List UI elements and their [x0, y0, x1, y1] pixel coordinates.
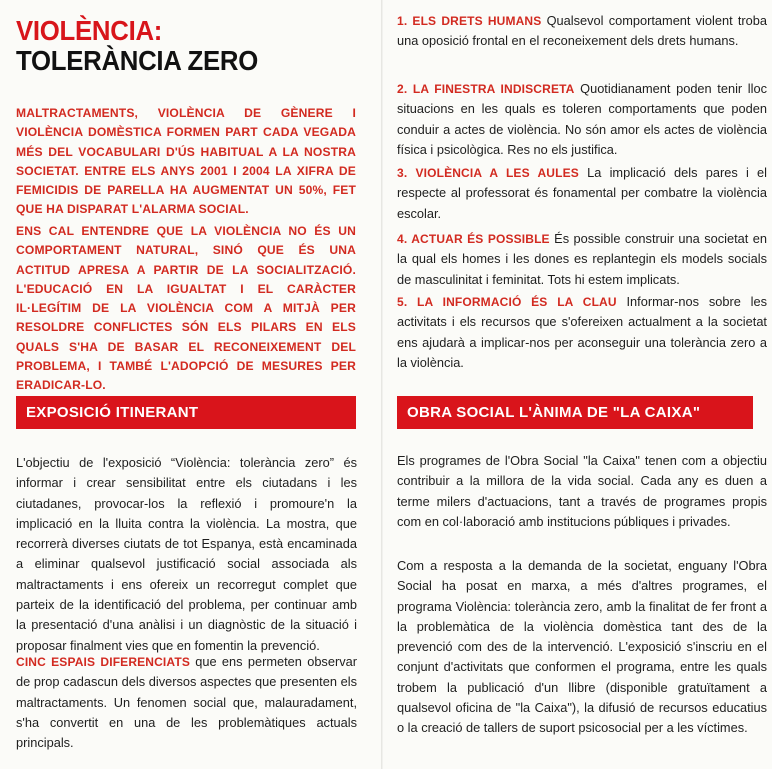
item-text: La implicació dels pares i el respecte al professorat és fonamental per combatre la violència escolar.: [397, 165, 767, 221]
exposicio-paragraph-1: L'objectiu de l'exposició “Violència: tolerància zero” és informar i crear sensibilitat entre els ciutadans i les ciutadanes, provocar-los la reflexió i promoure'n la implicació en la lluita contra la violència. La mostra, que recorrerà diverses ciutats de tot Espanya, està encaminada a eliminar qualsevol justificació social associada als maltractaments i ens ofereix un recorregut complet que parteix de la identificació del problema, per continuar amb la presentació d'una anàlisi i un diagnòstic de la situació i proposar finalment vies que en fomentin la prevenció.: [16, 455, 357, 653]
list-item: [397, 292, 767, 373]
intro-paragraph-2: ENS CAL ENTENDRE QUE LA VIOLÈNCIA NO ÉS UN COMPORTAMENT NATURAL, SINÓ QUE ÉS UNA ACTITUD APRESA A PARTIR DE LA SOCIALITZACIÓ. L'EDUCACIÓ EN LA IGUALTAT I EL CARÀCTER IL·LEGÍTIM DE LA VIOLÈNCIA COM A MITJÀ PER RESOLDRE CONFLICTES SÓN ELS PILARS EN ELS QUALS S'HA DE BASAR EL RECONEIXEMENT DEL PROBLEMA, I TAMBÉ L'ADOPCIÓ DE MESURES PER ERADICAR-LO.: [16, 224, 356, 393]
title-line-1: VIOLÈNCIA:: [16, 15, 163, 46]
exposicio-lead: CINC ESPAIS DIFERENCIATS: [16, 655, 190, 669]
page-fold: [381, 0, 383, 769]
page-title: [16, 16, 258, 76]
item-heading: 1. ELS DRETS HUMANS: [397, 14, 542, 28]
item-heading: 5. LA INFORMACIÓ ÉS LA CLAU: [397, 295, 617, 309]
obra-social-paragraph-1: Els programes de l'Obra Social "la Caixa" tenen com a objectiu contribuir a la millora de la vida social. Cada any es duen a terme milers d'actuacions, tant a través de programes propis com en col·laboració amb institucions públiques i privades.: [397, 453, 767, 529]
item-text: Informar-nos sobre les activitats i els recursos que s'ofereixen actualment a la societat ens ajudarà a implicar-nos per aconseguir una tolerància zero a la violència.: [397, 294, 767, 370]
title-line-2: TOLERÀNCIA ZERO: [16, 45, 259, 76]
intro-paragraph-1: MALTRACTAMENTS, VIOLÈNCIA DE GÈNERE I VIOLÈNCIA DOMÈSTICA FORMEN PART CADA VEGADA MÉS DEL VOCABULARI D'ÚS HABITUAL A LA NOSTRA SOCIETAT. ENTRE ELS ANYS 2001 I 2004 LA XIFRA DE FEMICIDIS DE PARELLA HA AUGMENTAT UN 50%, FET QUE HA DISPARAT L'ALARMA SOCIAL.: [16, 106, 356, 217]
list-item: [397, 229, 767, 290]
item-text: Quotidianament poden tenir lloc situacions en les quals es toleren comportaments que poden conduir a actes de violència. No són amor els actes de violència física i psicològica. Res no els justifica.: [397, 81, 767, 157]
item-text: És possible construir una societat en la qual els homes i les dones es replantegin els models socials de masculinitat i feminitat. Tots hi estem implicats.: [397, 231, 767, 287]
item-text: Qualsevol comportament violent troba una oposició frontal en el reconeixement dels drets humans.: [397, 13, 767, 49]
exposicio-lead-text: que ens permeten observar de prop cadascun dels diversos aspectes que presenten els maltractaments. Un fenomen social que, malauradament, s'ha convertit en una de les problemàtiques actuals principals.: [16, 654, 357, 751]
exposicio-paragraph-2: [16, 652, 357, 753]
item-heading: 3. VIOLÈNCIA A LES AULES: [397, 166, 579, 180]
list-item: [397, 11, 767, 52]
exposicio-heading: EXPOSICIÓ ITINERANT: [16, 396, 356, 429]
obra-social-paragraph-2: Com a resposta a la demanda de la societat, enguany l'Obra Social ha posat en marxa, a més d'altres programes, el programa Violència: tolerància zero, amb la finalitat de fer front a la problemàtica de la violència domèstica tant des de la prevenció com des de la intervenció. L'exposició s'inscriu en el conjunt d'activitats que conformen el programa, entre les quals trobem la publicació d'un llibre (disponible gratuïtament a qualsevol oficina de "la Caixa"), la difusió de recursos educatius o la creació de tallers de suport psicosocial per a les víctimes.: [397, 558, 767, 736]
list-item: [397, 163, 767, 224]
list-item: [397, 79, 767, 160]
item-heading: 2. LA FINESTRA INDISCRETA: [397, 82, 575, 96]
obra-social-heading: OBRA SOCIAL L'ÀNIMA DE "LA CAIXA": [397, 396, 753, 429]
item-heading: 4. ACTUAR ÉS POSSIBLE: [397, 232, 550, 246]
